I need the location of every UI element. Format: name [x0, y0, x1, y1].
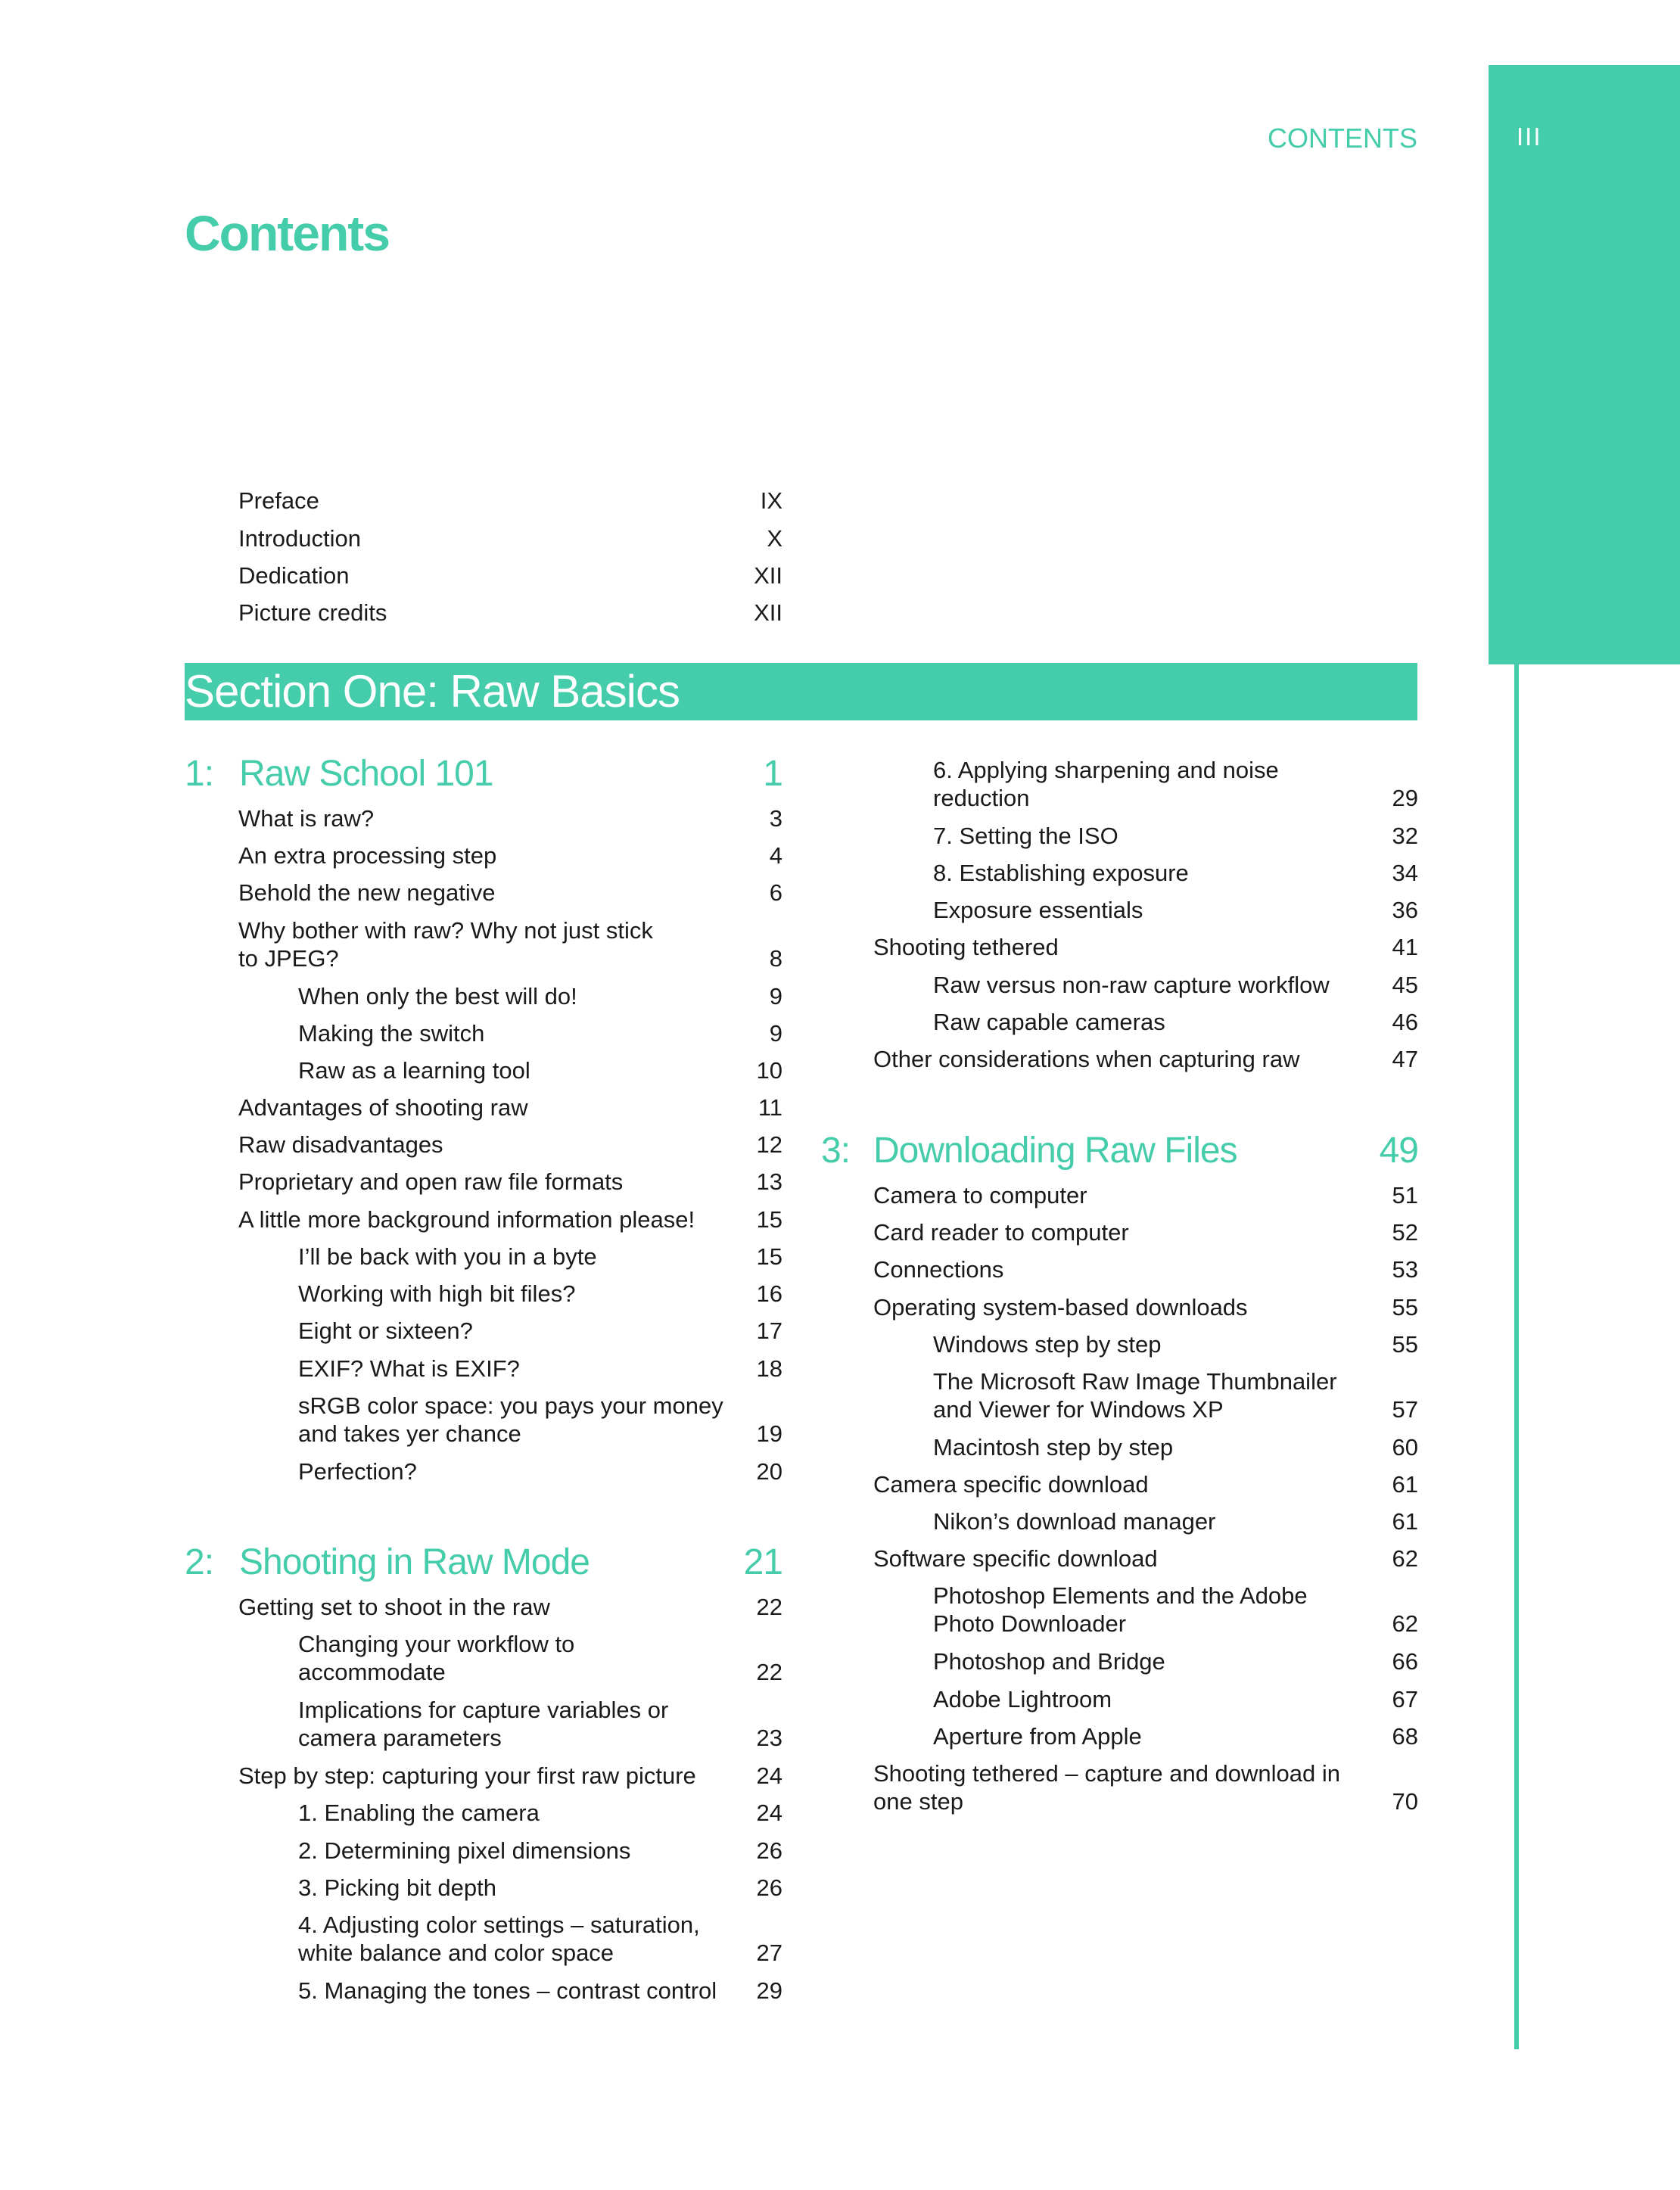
toc-subentry[interactable]: [298, 1317, 782, 1345]
toc-entry-page: 11: [758, 1094, 782, 1121]
toc-entry-page: 24: [756, 1800, 782, 1826]
chapter-page: 49: [1379, 1131, 1418, 1171]
toc-entry-title: Shooting tethered – capture and download in one step: [873, 1760, 1341, 1815]
toc-entry-page: 22: [756, 1594, 782, 1620]
toc-entry-page: 61: [1392, 1508, 1418, 1535]
section-title: Section One: Raw Basics: [185, 666, 680, 717]
toc-entry-page: 36: [1392, 897, 1418, 923]
toc-entry-title: A little more background information please!: [238, 1206, 695, 1233]
chapter-number: 2:: [185, 1542, 214, 1582]
toc-entry[interactable]: [238, 1093, 782, 1121]
toc-entry-page: 67: [1392, 1686, 1418, 1712]
toc-entry-page: 70: [1392, 1788, 1418, 1815]
toc-entry-title: The Microsoft Raw Image Thumbnailer and Viewer for Windows XP: [933, 1368, 1337, 1423]
toc-entry-title: Raw disadvantages: [238, 1131, 443, 1158]
toc-entry[interactable]: [873, 1545, 1418, 1573]
toc-entry-title: Aperture from Apple: [933, 1723, 1142, 1750]
toc-entry[interactable]: [238, 804, 782, 832]
toc-entry-title: Other considerations when capturing raw: [873, 1046, 1300, 1072]
toc-entry-title: Software specific download: [873, 1545, 1158, 1572]
toc-subentry[interactable]: [298, 1280, 782, 1308]
toc-entry-page: 16: [756, 1280, 782, 1307]
toc-entry-page: 9: [769, 1020, 782, 1047]
toc-entry-title: 6. Applying sharpening and noise reduction: [933, 757, 1279, 811]
toc-entry-title: Raw versus non-raw capture workflow: [933, 972, 1330, 998]
toc-entry-page: X: [767, 525, 782, 552]
toc-entry-title: When only the best will do!: [298, 983, 577, 1009]
toc-entry-title: I’ll be back with you in a byte: [298, 1243, 597, 1270]
toc-entry-title: Camera specific download: [873, 1471, 1149, 1498]
toc-entry-title: 4. Adjusting color settings – saturation, white balance and color space: [298, 1912, 700, 1966]
toc-entry-picture-credits[interactable]: [238, 599, 782, 627]
toc-entry-title: An extra processing step: [238, 842, 497, 869]
chapter-heading-2[interactable]: [185, 1541, 782, 1583]
chapter-number: 3:: [821, 1131, 851, 1171]
toc-subentry[interactable]: [933, 859, 1418, 887]
toc-subentry[interactable]: [298, 1799, 782, 1827]
toc-entry-title: Eight or sixteen?: [298, 1317, 473, 1344]
toc-entry-title: Getting set to shoot in the raw: [238, 1594, 550, 1620]
toc-entry-page: 26: [756, 1837, 782, 1864]
toc-entry-page: 4: [769, 842, 782, 869]
toc-subentry[interactable]: [298, 1392, 782, 1448]
toc-subentry[interactable]: [933, 1507, 1418, 1535]
toc-entry[interactable]: [238, 879, 782, 907]
toc-subentry[interactable]: [298, 1630, 782, 1686]
toc-entry-title: Making the switch: [298, 1020, 485, 1047]
toc-entry-page: 9: [769, 983, 782, 1009]
toc-subentry[interactable]: [298, 1977, 782, 2005]
toc-entry-introduction[interactable]: [238, 524, 782, 552]
toc-subentry[interactable]: [298, 1696, 782, 1752]
toc-entry-page: 18: [756, 1355, 782, 1382]
toc-entry[interactable]: [238, 1762, 782, 1790]
toc-subentry[interactable]: [298, 1837, 782, 1865]
toc-entry-page: 23: [756, 1725, 782, 1751]
toc-entry-page: 46: [1392, 1009, 1418, 1035]
toc-entry-page: 17: [756, 1317, 782, 1344]
toc-entry-page: 29: [756, 1977, 782, 2004]
toc-entry-title: Raw capable cameras: [933, 1009, 1165, 1035]
toc-entry[interactable]: [873, 1293, 1418, 1321]
toc-entry-title: Proprietary and open raw file formats: [238, 1168, 624, 1195]
toc-entry-title: Advantages of shooting raw: [238, 1094, 528, 1121]
toc-entry-title: Step by step: capturing your first raw picture: [238, 1762, 696, 1789]
toc-entry-page: 34: [1392, 860, 1418, 886]
chapter-number: 1:: [185, 754, 214, 794]
toc-entry-preface[interactable]: [238, 487, 782, 515]
toc-entry-title: Why bother with raw? Why not just stick to JPEG?: [238, 917, 653, 972]
toc-entry-title: 5. Managing the tones – contrast control: [298, 1977, 717, 2004]
toc-subentry[interactable]: [298, 1243, 782, 1271]
toc-entry[interactable]: [873, 1759, 1418, 1815]
toc-subentry[interactable]: [298, 1355, 782, 1383]
toc-entry-title: Adobe Lightroom: [933, 1686, 1112, 1712]
toc-entry-title: Nikon’s download manager: [933, 1508, 1216, 1535]
toc-entry[interactable]: [873, 933, 1418, 961]
toc-entry-page: 20: [756, 1458, 782, 1485]
toc-subentry[interactable]: [933, 1722, 1418, 1750]
toc-entry-title: What is raw?: [238, 805, 375, 832]
toc-subentry[interactable]: [933, 1582, 1418, 1638]
toc-entry[interactable]: [873, 1181, 1418, 1209]
toc-subentry[interactable]: [298, 1457, 782, 1485]
toc-entry[interactable]: [238, 1593, 782, 1621]
toc-entry-title: Macintosh step by step: [933, 1434, 1174, 1461]
toc-entry-title: 7. Setting the ISO: [933, 823, 1118, 849]
toc-entry-page: 62: [1392, 1610, 1418, 1637]
toc-entry-title: Behold the new negative: [238, 879, 496, 906]
toc-entry-page: 6: [769, 879, 782, 906]
toc-entry-page: 66: [1392, 1648, 1418, 1675]
toc-entry-dedication[interactable]: [238, 561, 782, 589]
toc-subentry[interactable]: [298, 1019, 782, 1047]
toc-entry-page: 13: [756, 1168, 782, 1195]
toc-entry-page: 68: [1392, 1723, 1418, 1750]
toc-entry-title: Preface: [238, 487, 319, 514]
toc-entry[interactable]: [873, 1045, 1418, 1073]
chapter-page: 1: [763, 754, 782, 794]
toc-entry[interactable]: [873, 1255, 1418, 1283]
chapter-heading-1[interactable]: [185, 753, 782, 795]
running-head: CONTENTS: [1268, 123, 1417, 154]
toc-entry-page: 8: [769, 945, 782, 972]
toc-entry-page: 10: [756, 1057, 782, 1084]
toc-entry-title: Photoshop and Bridge: [933, 1648, 1165, 1675]
toc-subentry[interactable]: [298, 982, 782, 1010]
toc-entry-title: Card reader to computer: [873, 1219, 1129, 1246]
toc-entry-page: 51: [1392, 1182, 1418, 1209]
toc-entry-title: Camera to computer: [873, 1182, 1087, 1209]
toc-subentry[interactable]: [933, 1330, 1418, 1358]
toc-entry-title: Implications for capture variables or camera parameters: [298, 1697, 669, 1751]
toc-subentry[interactable]: [933, 1008, 1418, 1036]
toc-subentry[interactable]: [298, 1056, 782, 1084]
toc-entry-page: 15: [756, 1206, 782, 1233]
toc-entry-title: 3. Picking bit depth: [298, 1874, 496, 1901]
toc-entry-page: 32: [1392, 823, 1418, 849]
toc-entry-page: XII: [754, 599, 782, 626]
toc-entry-page: 57: [1392, 1396, 1418, 1423]
chapter-heading-3[interactable]: [821, 1130, 1418, 1171]
toc-subentry[interactable]: [298, 1874, 782, 1902]
toc-entry-title: Dedication: [238, 562, 350, 589]
toc-entry-title: 8. Establishing exposure: [933, 860, 1189, 886]
toc-entry-title: EXIF? What is EXIF?: [298, 1355, 520, 1382]
toc-entry-page: 3: [769, 805, 782, 832]
toc-entry-page: 24: [756, 1762, 782, 1789]
chapter-title: Downloading Raw Files: [873, 1131, 1237, 1171]
toc-entry[interactable]: [238, 916, 782, 972]
toc-entry-page: 12: [756, 1131, 782, 1158]
toc-entry[interactable]: [873, 1470, 1418, 1498]
toc-entry-page: 26: [756, 1874, 782, 1901]
page-number: III: [1517, 123, 1542, 151]
toc-subentry[interactable]: [933, 971, 1418, 999]
toc-entry[interactable]: [238, 1168, 782, 1196]
chapter-title: Raw School 101: [239, 754, 493, 794]
toc-entry-title: Changing your workflow to accommodate: [298, 1631, 575, 1685]
toc-subentry[interactable]: [933, 1685, 1418, 1713]
toc-entry-title: Windows step by step: [933, 1331, 1162, 1358]
toc-entry-page: 22: [756, 1659, 782, 1685]
toc-entry-page: IX: [760, 487, 782, 514]
toc-entry[interactable]: [238, 1131, 782, 1159]
toc-entry-title: Exposure essentials: [933, 897, 1143, 923]
toc-entry-title: Shooting tethered: [873, 934, 1059, 960]
toc-entry-title: Operating system-based downloads: [873, 1294, 1248, 1321]
toc-subentry[interactable]: [933, 1433, 1418, 1461]
toc-subentry[interactable]: [933, 756, 1418, 812]
toc-entry-title: Photoshop Elements and the Adobe Photo Downloader: [933, 1582, 1308, 1637]
toc-entry-title: Perfection?: [298, 1458, 417, 1485]
page-title: Contents: [185, 205, 389, 261]
toc-entry-page: 52: [1392, 1219, 1418, 1246]
toc-entry-title: Picture credits: [238, 599, 387, 626]
toc-subentry[interactable]: [933, 1647, 1418, 1675]
toc-entry-title: Connections: [873, 1256, 1004, 1283]
toc-entry-title: Introduction: [238, 525, 361, 552]
toc-entry-page: XII: [754, 562, 782, 589]
toc-entry[interactable]: [238, 841, 782, 869]
margin-rule: [1514, 664, 1519, 2049]
toc-entry-page: 15: [756, 1243, 782, 1270]
toc-entry-page: 45: [1392, 972, 1418, 998]
toc-entry-page: 62: [1392, 1545, 1418, 1572]
toc-entry[interactable]: [238, 1205, 782, 1233]
toc-entry-title: 1. Enabling the camera: [298, 1800, 540, 1826]
toc-entry-page: 29: [1392, 785, 1418, 811]
toc-subentry[interactable]: [933, 896, 1418, 924]
chapter-title: Shooting in Raw Mode: [239, 1542, 590, 1582]
toc-entry-title: Raw as a learning tool: [298, 1057, 530, 1084]
toc-entry-title: 2. Determining pixel dimensions: [298, 1837, 631, 1864]
toc-entry-page: 53: [1392, 1256, 1418, 1283]
toc-entry-page: 41: [1392, 934, 1418, 960]
chapter-page: 21: [743, 1542, 782, 1582]
toc-entry-page: 55: [1392, 1294, 1418, 1321]
toc-entry-page: 60: [1392, 1434, 1418, 1461]
toc-subentry[interactable]: [933, 822, 1418, 850]
toc-entry-title: Working with high bit files?: [298, 1280, 576, 1307]
toc-entry[interactable]: [873, 1218, 1418, 1246]
toc-subentry[interactable]: [298, 1911, 782, 1967]
toc-subentry[interactable]: [933, 1367, 1418, 1423]
toc-entry-page: 61: [1392, 1471, 1418, 1498]
toc-entry-page: 55: [1392, 1331, 1418, 1358]
toc-entry-title: sRGB color space: you pays your money and takes yer chance: [298, 1392, 723, 1447]
page-tab: [1489, 65, 1680, 664]
toc-entry-page: 47: [1392, 1046, 1418, 1072]
toc-entry-page: 19: [756, 1420, 782, 1447]
toc-entry-page: 27: [756, 1940, 782, 1966]
